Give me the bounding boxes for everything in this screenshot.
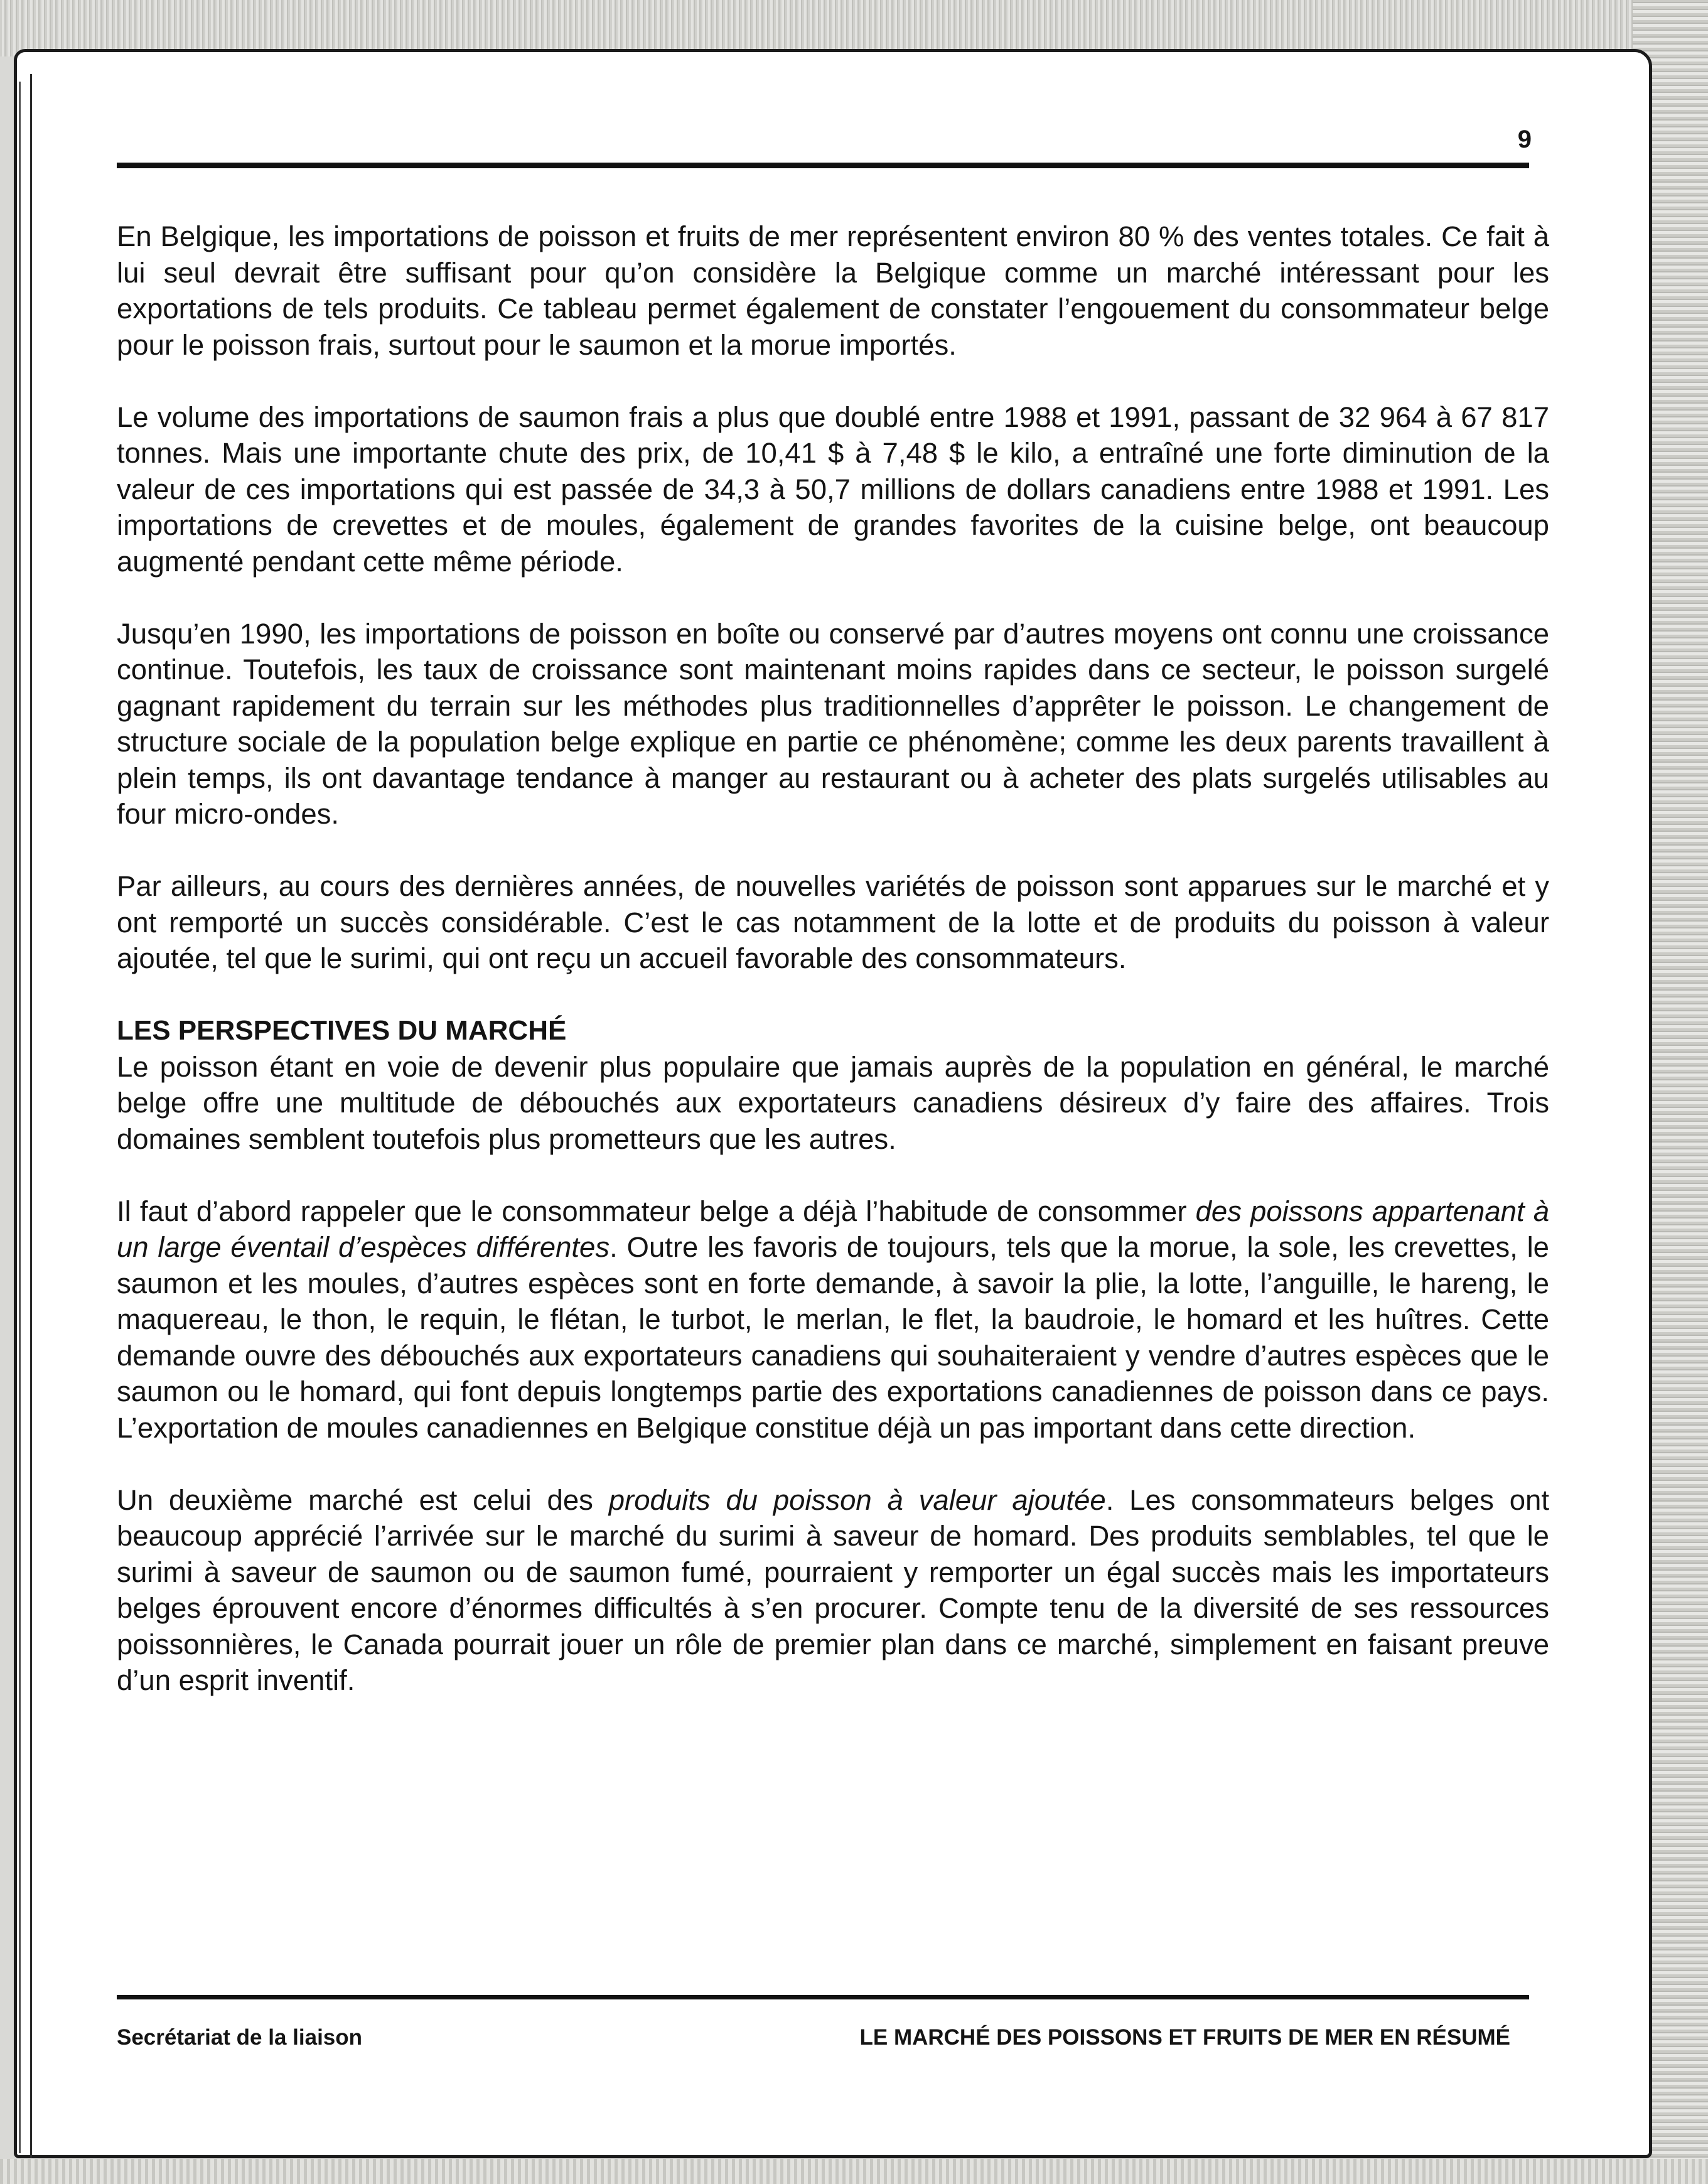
paragraph-6-italic: des poissons appartenant à un large éventail d’espèces différentes — [117, 1195, 1549, 1263]
paragraph-6-text-a: Il faut d’abord rappeler que le consommateur belge a déjà l’habitude de consommer — [117, 1195, 1196, 1227]
paragraph-6-text-b: . Outre les favoris de toujours, tels que la morue, la sole, les crevettes, le saumon et les moules, d’autres espèces sont en forte demande, à savoir la plie, la lotte, l’anguille, le hareng, le maquereau, le thon, le requin, le flétan, le turbot, le merlan, le flet, la baudroie, le homard et les huîtres. Cette demande ouvre des débouchés aux exportateurs canadiens qui souhaiteraient y vendre d’autres espèces que le saumon ou le homard, qui font depuis longtemps partie des exportations canadiennes de poisson dans ce pays. L’exportation de moules canadiennes en Belgique constitue déjà un pas important dans cette direction. — [117, 1231, 1549, 1444]
paragraph-3: Jusqu’en 1990, les importations de poisson en boîte ou conservé par d’autres moyens ont connu une croissance continue. Toutefois, les taux de croissance sont maintenant moins rapides dans ce secteur, le poisson surgelé gagnant rapidement du terrain sur les méthodes plus traditionnelles d’apprêter le poisson. Le changement de structure sociale de la population belge explique en partie ce phénomène; comme les deux parents travaillent à plein temps, ils ont davantage tendance à manger au restaurant ou à acheter des plats surgelés utilisables au four micro-ondes. — [117, 617, 1549, 830]
paragraph-7-italic: produits du poisson à valeur ajoutée — [608, 1483, 1106, 1516]
paragraph-2: Le volume des importations de saumon frais a plus que doublé entre 1988 et 1991, passant de 32 964 à 67 817 tonnes. Mais une importante chute des prix, de 10,41 $ à 7,48 $ le kilo, a entraîné une forte diminution de la valeur de ces importations qui est passée de 34,3 à 50,7 millions de dollars canadiens entre 1988 et 1991. Les importations de crevettes et de moules, également de grandes favorites de la cuisine belge, ont beaucoup augmenté pendant cette même période. — [117, 401, 1549, 578]
scan-edge-top — [0, 0, 1708, 56]
paragraph-7-text-b: . Les consommateurs belges ont beaucoup apprécié l’arrivée sur le marché du surimi à saveur de homard. Des produits semblables, tel que le surimi à saveur de saumon ou de saumon fumé, pourraient y remporter un égal succès mais les importateurs belges éprouvent encore d’énormes difficultés à s’en procurer. Compte tenu de la diversité de ses ressources poissonnières, le Canada pourrait jouer un rôle de premier plan dans ce marché, simplement en faisant preuve d’un esprit inventif. — [117, 1483, 1549, 1696]
paragraph-7-text-a: Un deuxième marché est celui des — [117, 1483, 609, 1516]
page-number: 9 — [1517, 126, 1532, 153]
body-text — [117, 218, 1549, 1699]
paragraph-6 — [117, 1193, 1549, 1446]
scan-edge-bottom — [0, 2159, 1708, 2184]
binding-line — [30, 74, 32, 2158]
paragraph-1: En Belgique, les importations de poisson et fruits de mer représentent environ 80 % des ventes totales. Ce fait à lui seul devrait être suffisant pour qu’on considère la Belgique comme un marché intéressant pour les exportations de tels produits. Ce tableau permet également de constater l’engouement du consommateur belge pour le poisson frais, surtout pour le saumon et la morue importés. — [117, 220, 1549, 361]
binding-line-outer — [19, 82, 21, 2153]
paragraph-7 — [117, 1482, 1549, 1699]
paragraph-5: Le poisson étant en voie de devenir plus populaire que jamais auprès de la population en général, le marché belge offre une multitude de débouchés aux exportateurs canadiens désireux d’y faire des affaires. Trois domaines semblent toutefois plus prometteurs que les autres. — [117, 1050, 1549, 1155]
section-heading: LES PERSPECTIVES DU MARCHÉ — [117, 1015, 567, 1046]
footer-publication-title: LE MARCHÉ DES POISSONS ET FRUITS DE MER EN RÉSUMÉ — [859, 2025, 1510, 2050]
footer-rule — [117, 1995, 1529, 1999]
paragraph-4: Par ailleurs, au cours des dernières années, de nouvelles variétés de poisson sont apparues sur le marché et y ont remporté un succès considérable. C’est le cas notamment de la lotte et de produits du poisson à valeur ajoutée, tel que le surimi, qui ont reçu un accueil favorable des consommateurs. — [117, 870, 1549, 974]
footer-organization: Secrétariat de la liaison — [117, 2025, 363, 2050]
header-rule — [117, 163, 1529, 168]
